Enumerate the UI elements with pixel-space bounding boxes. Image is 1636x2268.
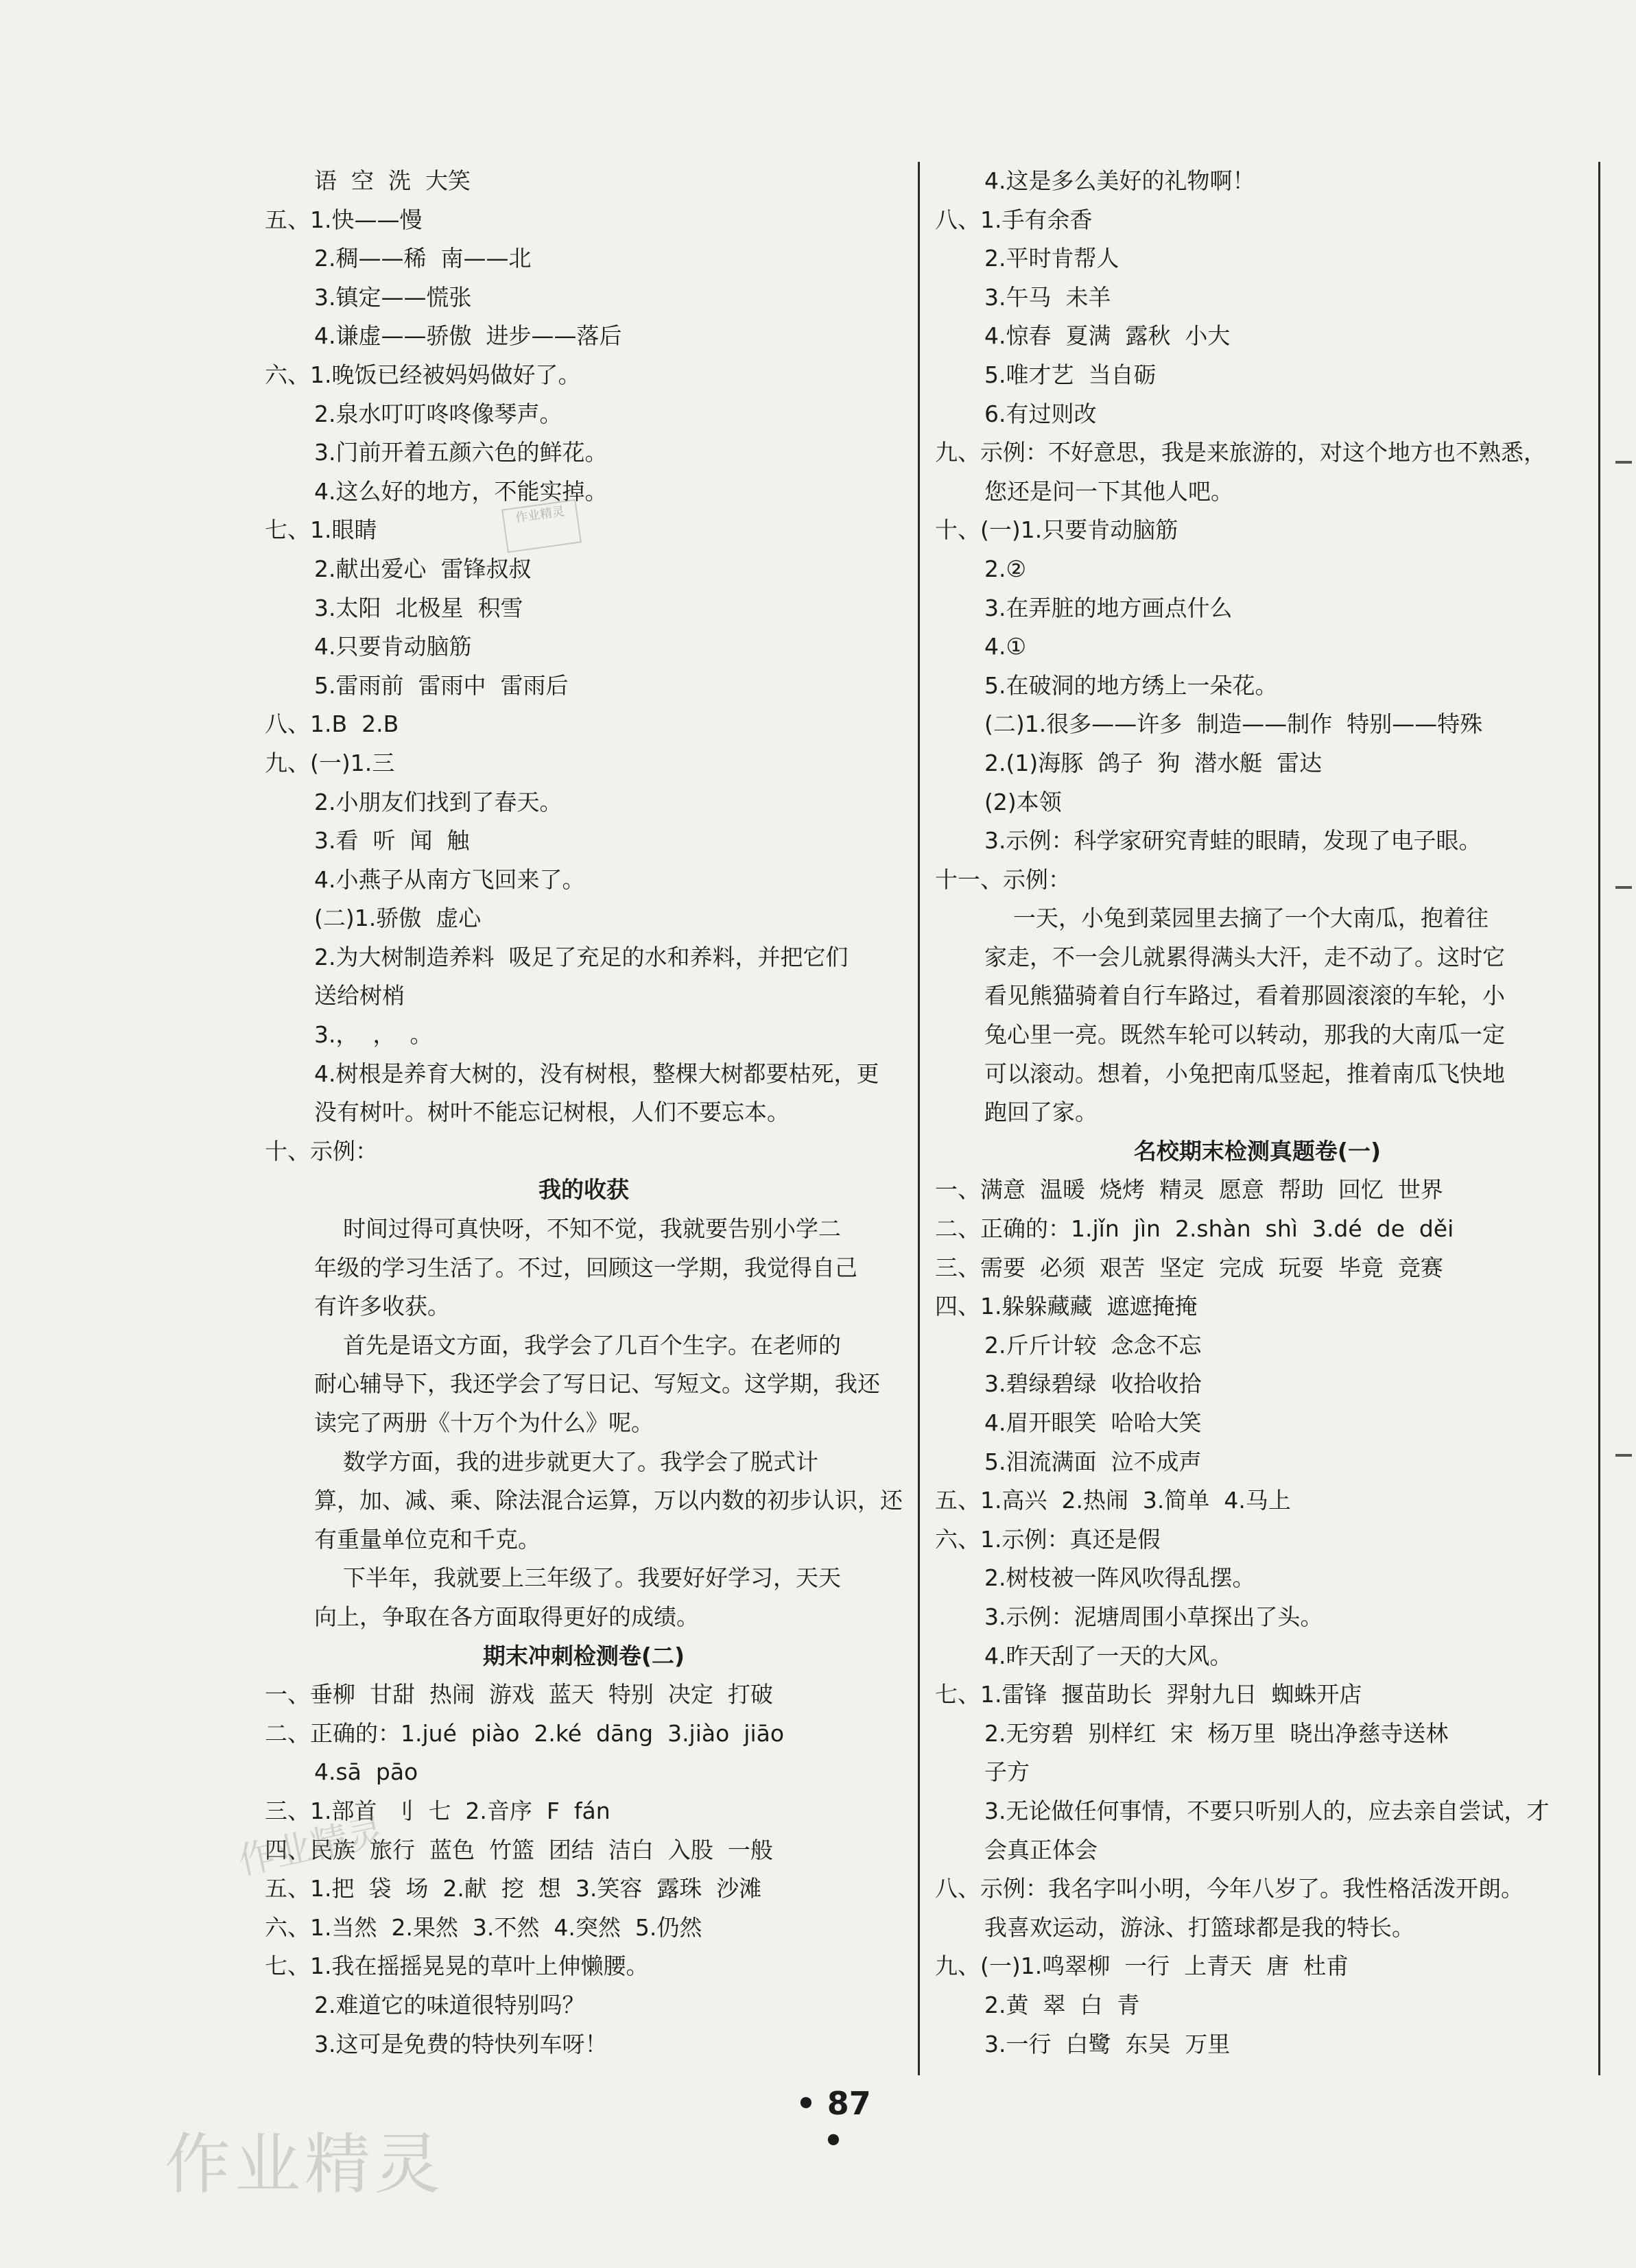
answer-line: 4.sā pāo — [314, 1758, 418, 1786]
answer-line: 七、1.我在摇摇晃晃的草叶上伸懒腰。 — [265, 1953, 649, 1980]
answer-line: 3.示例：泥塘周围小草探出了头。 — [984, 1603, 1323, 1630]
answer-line: 2.斤斤计较 念念不忘 — [984, 1331, 1202, 1359]
answer-line: 兔心里一亮。既然车轮可以转动，那我的大南瓜一定 — [984, 1021, 1505, 1049]
left-answer-column — [265, 162, 903, 2064]
watermark-middle: 作业精灵 — [234, 1810, 389, 1883]
answer-line: 五、1.把 袋 场 2.献 挖 想 3.笑容 露珠 沙滩 — [265, 1875, 762, 1902]
answer-line: 二、正确的：1.jǐn jìn 2.shàn shì 3.dé de děi — [935, 1215, 1454, 1243]
answer-line: 2.黄 翠 白 青 — [984, 1991, 1140, 2018]
answer-line: 5.唯才艺 当自砺 — [984, 361, 1157, 388]
answer-line: 时间过得可真快呀，不知不觉，我就要告别小学二 — [314, 1215, 841, 1243]
right-edge-rule — [1598, 162, 1600, 2075]
answer-line: 5.雷雨前 雷雨中 雷雨后 — [314, 671, 569, 699]
answer-line: 2.泉水叮叮咚咚像琴声。 — [314, 400, 562, 427]
answer-line: (2)本领 — [984, 788, 1062, 815]
section-title: 我的收获 — [538, 1176, 629, 1204]
answer-line: 3.无论做任何事情，不要只听别人的，应去亲自尝试，才 — [984, 1797, 1550, 1824]
answer-line: 子方 — [984, 1758, 1030, 1786]
answer-line: 3.镇定——慌张 — [314, 283, 472, 311]
answer-line: 九、(一)1.三 — [265, 749, 395, 776]
answer-line: 2.平时肯帮人 — [984, 245, 1119, 272]
answer-line: 会真正体会 — [984, 1836, 1098, 1863]
answer-line: 3.门前开着五颜六色的鲜花。 — [314, 439, 608, 466]
answer-line: 2.献出爱心 雷锋叔叔 — [314, 555, 532, 582]
answer-line: 2.树枝被一阵风吹得乱摆。 — [984, 1564, 1255, 1592]
section-title: 名校期末检测真题卷(一) — [1133, 1137, 1382, 1165]
answer-line: 一、垂柳 甘甜 热闹 游戏 蓝天 特别 决定 打破 — [265, 1681, 773, 1708]
answer-line: 2.为大树制造养料 吸足了充足的水和养料，并把它们 — [314, 943, 849, 970]
answer-line: 年级的学习生活了。不过，回顾这一学期，我觉得自己 — [314, 1254, 857, 1281]
answer-line: 跑回了家。 — [984, 1099, 1098, 1126]
answer-line: (二)1.很多——许多 制造——制作 特别——特殊 — [984, 711, 1483, 738]
answer-line: 2.小朋友们找到了春天。 — [314, 788, 562, 815]
watermark-stamp: 作业精灵 — [501, 499, 582, 553]
answer-line: 3.这可是免费的特快列车呀！ — [314, 2030, 608, 2057]
answer-line: 五、1.高兴 2.热闹 3.简单 4.马上 — [935, 1487, 1291, 1514]
answer-line: 4.昨天刮了一天的大风。 — [984, 1642, 1233, 1669]
answer-line: 4.小燕子从南方飞回来了。 — [314, 866, 585, 893]
answer-line: 算，加、减、乘、除法混合运算，万以内数的初步认识，还 — [314, 1487, 903, 1514]
answer-line: 六、1.当然 2.果然 3.不然 4.突然 5.仍然 — [265, 1913, 702, 1941]
answer-line: 6.有过则改 — [984, 400, 1097, 427]
answer-line: 您还是问一下其他人吧。 — [984, 477, 1233, 505]
answer-line: 2.无穷碧 别样红 宋 杨万里 晓出净慈寺送林 — [984, 1719, 1449, 1747]
answer-line: 有许多收获。 — [314, 1293, 450, 1320]
answer-line: 4.这么好的地方，不能实掉。 — [314, 477, 608, 505]
answer-line: 4.这是多么美好的礼物啊！ — [984, 167, 1255, 194]
answer-line: 八、1.手有余香 — [935, 206, 1093, 233]
section-title: 期末冲刺检测卷(二) — [482, 1642, 685, 1669]
answer-line: 2.稠——稀 南——北 — [314, 245, 532, 272]
answer-line: 十一、示例： — [935, 866, 1071, 893]
answer-line: 3.碧绿碧绿 收拾收拾 — [984, 1370, 1202, 1398]
edge-mark — [1615, 1454, 1632, 1457]
answer-line: 八、示例：我名字叫小明，今年八岁了。我性格活泼开朗。 — [935, 1875, 1524, 1902]
edge-mark — [1615, 461, 1632, 464]
answer-line: 3.太阳 北极星 积雪 — [314, 594, 523, 621]
answer-line: 2.难道它的味道很特别吗？ — [314, 1991, 585, 2018]
answer-line: 送给树梢 — [314, 982, 405, 1010]
answer-line: 3.一行 白鹭 东吴 万里 — [984, 2030, 1231, 2057]
answer-line: 5.在破洞的地方绣上一朵花。 — [984, 671, 1278, 699]
answer-line: 十、(一)1.只要肯动脑筋 — [935, 516, 1178, 544]
answer-line: 四、1.躲躲藏藏 遮遮掩掩 — [935, 1293, 1198, 1320]
answer-line: 4.树根是养育大树的，没有树根，整棵大树都要枯死，更 — [314, 1060, 879, 1087]
answer-line: 我喜欢运动，游泳、打篮球都是我的特长。 — [984, 1913, 1414, 1941]
answer-line: 3.， ， 。 — [314, 1021, 433, 1049]
answer-line: 一天，小兔到菜园里去摘了一个大南瓜，抱着往 — [984, 905, 1489, 932]
answer-line: 八、1.B 2.B — [265, 711, 399, 738]
page-number: • 87 • — [796, 2085, 871, 2159]
answer-line: (二)1.骄傲 虚心 — [314, 905, 482, 932]
watermark-bottom: 作业精灵 — [165, 2126, 444, 2203]
answer-line: 4.眉开眼笑 哈哈大笑 — [984, 1409, 1202, 1436]
answer-line: 4.① — [984, 633, 1027, 660]
answer-line: 三、1.部首 刂 七 2.音序 F fán — [265, 1797, 610, 1824]
column-divider — [918, 162, 920, 2075]
edge-mark — [1615, 886, 1632, 889]
answer-line: 3.在弄脏的地方画点什么 — [984, 594, 1233, 621]
answer-line: 有重量单位克和千克。 — [314, 1525, 541, 1553]
answer-line: 4.惊春 夏满 露秋 小大 — [984, 322, 1231, 350]
answer-line: 四、民族 旅行 蓝色 竹篮 团结 洁白 入股 一般 — [265, 1836, 773, 1863]
answer-line: 九、示例：不好意思，我是来旅游的，对这个地方也不熟悉， — [935, 439, 1546, 466]
answer-line: 一、满意 温暖 烧烤 精灵 愿意 帮助 回忆 世界 — [935, 1176, 1443, 1204]
answer-line: 五、1.快——慢 — [265, 206, 423, 233]
answer-line: 2.(1)海豚 鸽子 狗 潜水艇 雷达 — [984, 749, 1323, 776]
answer-line: 看见熊猫骑着自行车路过，看着那圆滚滚的车轮，小 — [984, 982, 1505, 1010]
answer-line: 5.泪流满面 泣不成声 — [984, 1448, 1202, 1475]
answer-line: 六、1.示例：真还是假 — [935, 1525, 1161, 1553]
answer-line: 3.午马 未羊 — [984, 283, 1111, 311]
answer-line: 首先是语文方面，我学会了几百个生字。在老师的 — [314, 1331, 841, 1359]
answer-line: 家走，不一会儿就累得满头大汗，走不动了。这时它 — [984, 943, 1505, 970]
answer-line: 九、(一)1.鸣翠柳 一行 上青天 唐 杜甫 — [935, 1953, 1349, 1980]
answer-line: 4.只要肯动脑筋 — [314, 633, 472, 660]
answer-line: 可以滚动。想着，小兔把南瓜竖起，推着南瓜飞快地 — [984, 1060, 1505, 1087]
answer-line: 十、示例： — [265, 1137, 378, 1165]
answer-line: 下半年，我就要上三年级了。我要好好学习，天天 — [314, 1564, 841, 1592]
answer-line: 向上，争取在各方面取得更好的成绩。 — [314, 1603, 699, 1630]
answer-line: 3.示例：科学家研究青蛙的眼睛，发现了电子眼。 — [984, 827, 1482, 855]
answer-line: 2.② — [984, 555, 1027, 582]
answer-line: 语 空 洗 大笑 — [314, 167, 471, 194]
answer-line: 七、1.雷锋 揠苗助长 羿射九日 蜘蛛开店 — [935, 1681, 1362, 1708]
right-answer-column — [935, 162, 1580, 2064]
answer-line: 读完了两册《十万个为什么》呢。 — [314, 1409, 654, 1436]
answer-line: 七、1.眼睛 — [265, 516, 377, 544]
answer-line: 数学方面，我的进步就更大了。我学会了脱式计 — [314, 1448, 818, 1475]
answer-line: 没有树叶。树叶不能忘记树根，人们不要忘本。 — [314, 1099, 790, 1126]
answer-line: 3.看 听 闻 触 — [314, 827, 470, 855]
answer-line: 六、1.晚饭已经被妈妈做好了。 — [265, 361, 581, 388]
answer-line: 三、需要 必须 艰苦 坚定 完成 玩耍 毕竟 竞赛 — [935, 1254, 1443, 1281]
answer-line: 二、正确的：1.jué piào 2.ké dāng 3.jiào jiāo — [265, 1719, 785, 1747]
answer-line: 4.谦虚——骄傲 进步——落后 — [314, 322, 622, 350]
answer-line: 耐心辅导下，我还学会了写日记、写短文。这学期，我还 — [314, 1370, 880, 1398]
